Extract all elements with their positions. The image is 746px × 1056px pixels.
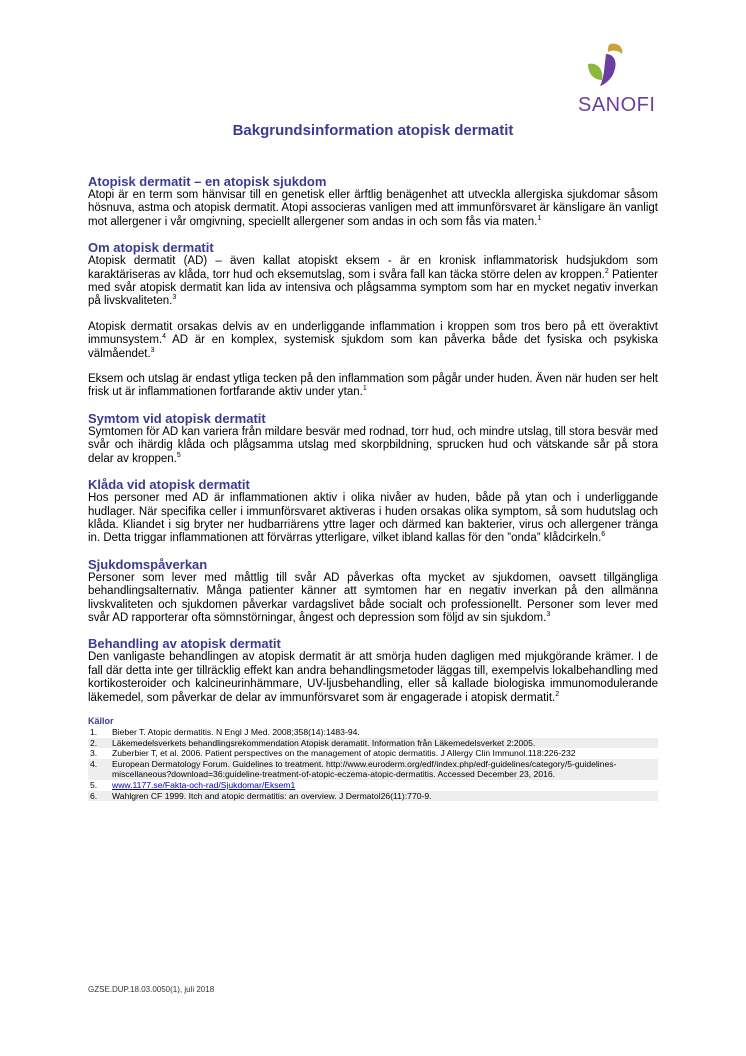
section-heading: Symtom vid atopisk dermatit <box>88 410 266 426</box>
paragraph-text: Hos personer med AD är inflammationen aktiv i olika nivåer av huden, både på ytan och i underliggande hudlager. När specifika celler i immunförsvaret aktiveras i huden orsakas olika symptom, så som hudutslag och klåda. Kliandet i sig bryter ner hudbarriärens yttre lager och därmed kan bakterier, virus och allergener tränga in. Detta triggar inflammationen att förvärras ytterligare, vilket ibland kallas för den ”onda” klådcirkeln. <box>88 492 658 545</box>
section-heading: Behandling av atopisk dermatit <box>88 636 281 652</box>
reference-item <box>88 727 658 738</box>
section <box>88 411 658 466</box>
reference-text: Bieber T. Atopic dermatitis. N Engl J Med. 2008;358(14):1483-94. <box>112 726 360 737</box>
citation-superscript: 6 <box>601 531 606 539</box>
section <box>88 174 658 229</box>
section-paragraph <box>88 651 658 705</box>
section-paragraph <box>88 572 658 626</box>
document-code: GZSE.DUP.18.03.0050(1), juli 2018 <box>88 985 215 994</box>
document-body <box>88 174 658 801</box>
sanofi-logo-text: SANOFI <box>578 94 656 116</box>
section <box>88 477 658 546</box>
reference-number: 1. <box>90 726 98 737</box>
references <box>88 716 658 801</box>
reference-number: 4. <box>90 758 98 769</box>
paragraph-text: Den vanligaste behandlingen av atopisk dermatit är att smörja huden dagligen med mjukgörande krämer. I de fall där detta inte ger tillräcklig effekt kan andra behandlingsmetoder läggas till, exempelvis lokalbehandling med kortikosteroider och kalcineurinhämmare, UV-ljusbehandling, eller så kallade biologiska immunomodulerande läkemedel, som påverkar de delar av immunförsvaret som är engagerade i atopisk dermatit. <box>88 651 658 704</box>
section-paragraph <box>88 426 658 466</box>
citation-superscript: 4 <box>162 333 167 341</box>
section-heading: Atopisk dermatit – en atopisk sjukdom <box>88 174 327 189</box>
section <box>88 636 658 705</box>
reference-number: 2. <box>90 737 98 748</box>
paragraph-text: Patienter med svår atopisk dermatit kan lida av intensiva och plågsamma symptom som har en mycket negativ inverkan på livskvaliteten. <box>88 268 658 308</box>
references-list <box>88 727 658 801</box>
paragraph-text: Personer som lever med måttlig till svår AD påverkas ofta mycket av sjukdomen, oavsett tillgängliga behandlingsalternativ. Många patienter känner att symtomen har en negativ inverkan på den allmänna livskvaliteten och sjukdomen påverkar vardagslivet både socialt och professionellt. Personer som lever med svår AD rapporterar ofta sömnstörningar, ångest och depression som följd av sin sjukdom. <box>88 571 658 624</box>
reference-item <box>88 738 658 749</box>
citation-superscript: 1 <box>362 385 367 393</box>
citation-superscript: 3 <box>172 294 177 302</box>
page-title: Bakgrundsinformation atopisk dermatit <box>232 122 514 139</box>
references-heading: Källor <box>88 715 114 726</box>
reference-text: Läkemedelsverkets behandlingsrekommendation Atopisk deramatit. Information från Läkemedelsverket 2:2005. <box>112 737 536 748</box>
section-paragraph <box>88 189 658 229</box>
sanofi-bird-icon <box>584 40 628 90</box>
section-paragraph <box>88 373 658 400</box>
section-heading: Sjukdomspåverkan <box>88 556 208 572</box>
section-paragraph <box>88 255 658 309</box>
reference-item[interactable] <box>88 780 658 791</box>
paragraph-text: AD är en komplex, systemisk sjukdom som kan påverka både det fysiska och psykiska välmåendet. <box>88 334 658 360</box>
section-paragraph <box>88 492 658 546</box>
paragraph-text: Atopisk dermatit orsakas delvis av en underliggande inflammation i kroppen som tros bero på ett överaktivt immunsystem. <box>88 320 658 347</box>
citation-superscript: 2 <box>555 690 560 698</box>
reference-text: Zuberbier T, et al. 2006. Patient perspectives on the management of atopic dermatitis. J Allergy Clin Immunol.118:226-232 <box>112 748 576 759</box>
section-paragraph <box>88 321 658 361</box>
reference-number: 5. <box>90 779 98 790</box>
sanofi-logo <box>578 40 658 120</box>
reference-item <box>88 759 658 780</box>
citation-superscript: 5 <box>176 451 181 459</box>
citation-superscript: 1 <box>537 214 542 222</box>
paragraph-text: Atopisk dermatit (AD) – även kallat atopiskt eksem - är en kronisk inflammatorisk hudsjukdom som karaktäriseras av klåda, torr hud och eksemutslag, som i svåra fall kan täcka större delen av kroppen. <box>88 255 658 281</box>
section <box>88 240 658 400</box>
paragraph-text: Eksem och utslag är endast ytliga tecken på den inflammation som pågår under huden. Även när huden ser helt frisk ut är inflammationen fortfarande aktiv under ytan. <box>88 373 658 399</box>
section-heading: Om atopisk dermatit <box>88 240 214 256</box>
paragraph-text: Symtomen för AD kan variera från mildare besvär med rodnad, torr hud, och mindre utslag, till stora besvär med svår och ihärdig klåda och plågsamma utslag med skorpbildning, sprucken hud och vätskande sår på stora delar av kroppen. <box>88 425 658 465</box>
section-heading: Klåda vid atopisk dermatit <box>88 477 250 493</box>
section <box>88 557 658 626</box>
reference-item <box>88 748 658 759</box>
reference-number: 6. <box>90 790 98 801</box>
paragraph-text: Atopi är en term som hänvisar till en genetisk eller ärftlig benägenhet att utveckla allergiska sjukdomar såsom hösnuva, astma och atopisk dermatit. Atopi associeras vanligen med att immunförsvaret är känsligare än vanligt mot allergener i vår omgivning, speciellt allergener som andas in och som fås via maten. <box>88 189 658 228</box>
citation-superscript: 3 <box>546 611 551 619</box>
citation-superscript: 2 <box>604 267 609 275</box>
reference-item <box>88 791 658 802</box>
citation-superscript: 3 <box>150 346 155 354</box>
reference-text: European Dermatology Forum. Guidelines to treatment. http://www.euroderm.org/edf/index.php/edf-guidelines/category/5-guidelines-miscellaneous?download=36:guideline-treatment-of-atopic-eczema-atopic-dermatitis. Accessed December 23, 2016. <box>112 758 617 780</box>
reference-link[interactable]: www.1177.se/Fakta-och-rad/Sjukdomar/Eksem1 <box>112 779 296 790</box>
reference-text: Wahlgren CF 1999. Itch and atopic dermatitis: an overview. J Dermatol26(11):770-9. <box>112 790 432 801</box>
reference-number: 3. <box>90 748 98 759</box>
